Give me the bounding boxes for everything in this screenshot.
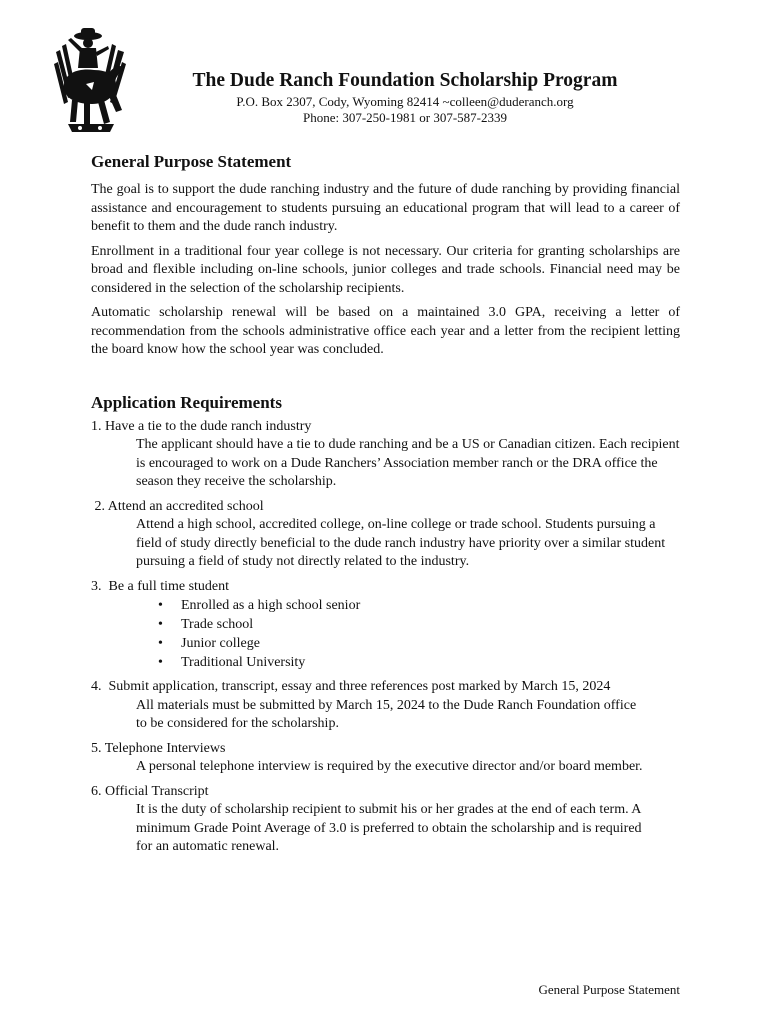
requirement-title-1: 1. Have a tie to the dude ranch industry	[91, 418, 312, 434]
requirement-item-2	[91, 498, 680, 572]
requirement-item-3	[91, 578, 680, 673]
list-item: • Traditional University	[158, 653, 680, 672]
application-requirements-heading: Application Requirements	[91, 392, 282, 412]
requirement-body-1: The applicant should have a tie to dude ranching and be a US or Canadian citizen. Each recipient is encouraged to work on a Dude Ranchers’ Association member ranch or the DRA office the season they receive the scholarship.	[136, 437, 680, 489]
list-item: • Enrolled as a high school senior	[158, 596, 680, 615]
requirement-body-6: It is the duty of scholarship recipient to submit his or her grades at the end of each term. A minimum Grade Point Average of 3.0 is preferred to obtain the scholarship and is required for an automatic renewal.	[136, 802, 642, 854]
page-footer: General Purpose Statement	[538, 982, 680, 997]
list-item: • Junior college	[158, 634, 680, 653]
cowboy-on-bucking-horse-icon	[50, 24, 130, 136]
general-paragraph-2: Enrollment in a traditional four year college is not necessary. Our criteria for granting scholarships are broad and flexible including on-line schools, junior colleges and trade schools. Financial need may be considered in the selection of the scholarship recipients.	[91, 243, 680, 296]
requirement-title-6: 6. Official Transcript	[91, 783, 209, 799]
student-type-list	[158, 596, 680, 672]
general-purpose-heading: General Purpose Statement	[91, 152, 292, 171]
requirement-item-6	[91, 783, 680, 857]
general-paragraph-1: The goal is to support the dude ranching industry and the future of dude ranching by providing financial assistance and encouragement to students pursuing an educational program that will lead to a career of benefit to them and the dude ranch industry.	[91, 182, 680, 234]
requirement-body-4: All materials must be submitted by March 15, 2024 to the Dude Ranch Foundation office to be considered for the scholarship.	[136, 697, 637, 731]
requirement-body-5: A personal telephone interview is required by the executive director and/or board member.	[136, 759, 643, 774]
requirement-body-2: Attend a high school, accredited college, on-line college or trade school. Students pursuing a field of study directly beneficial to the dude ranch industry have priority over a similar student pursuing a field of study not directly related to the industry.	[136, 517, 666, 569]
general-paragraph-3: Automatic scholarship renewal will be based on a maintained 3.0 GPA, receiving a letter of recommendation from the schools administrative office each year and a letter from the recipient letting the board know how the school year was concluded.	[91, 305, 680, 357]
requirement-title-5: 5. Telephone Interviews	[91, 740, 226, 756]
requirement-title-3: 3. Be a full time student	[91, 578, 230, 594]
requirement-item-4	[91, 678, 680, 734]
list-item: • Trade school	[158, 615, 680, 634]
requirement-title-2: 2. Attend an accredited school	[91, 498, 264, 514]
letterhead	[130, 68, 680, 126]
phone-line: Phone: 307-250-1981 or 307-587-2339	[302, 110, 507, 125]
requirement-item-5	[91, 740, 680, 777]
page-title: The Dude Ranch Foundation Scholarship Program	[192, 70, 618, 91]
document-body	[91, 150, 680, 857]
requirement-item-1	[91, 418, 680, 492]
address-line: P.O. Box 2307, Cody, Wyoming 82414 ~colleen@duderanch.org	[236, 94, 574, 109]
requirement-title-4: 4. Submit application, transcript, essay and three references post marked by March 15, 2024	[91, 679, 611, 694]
